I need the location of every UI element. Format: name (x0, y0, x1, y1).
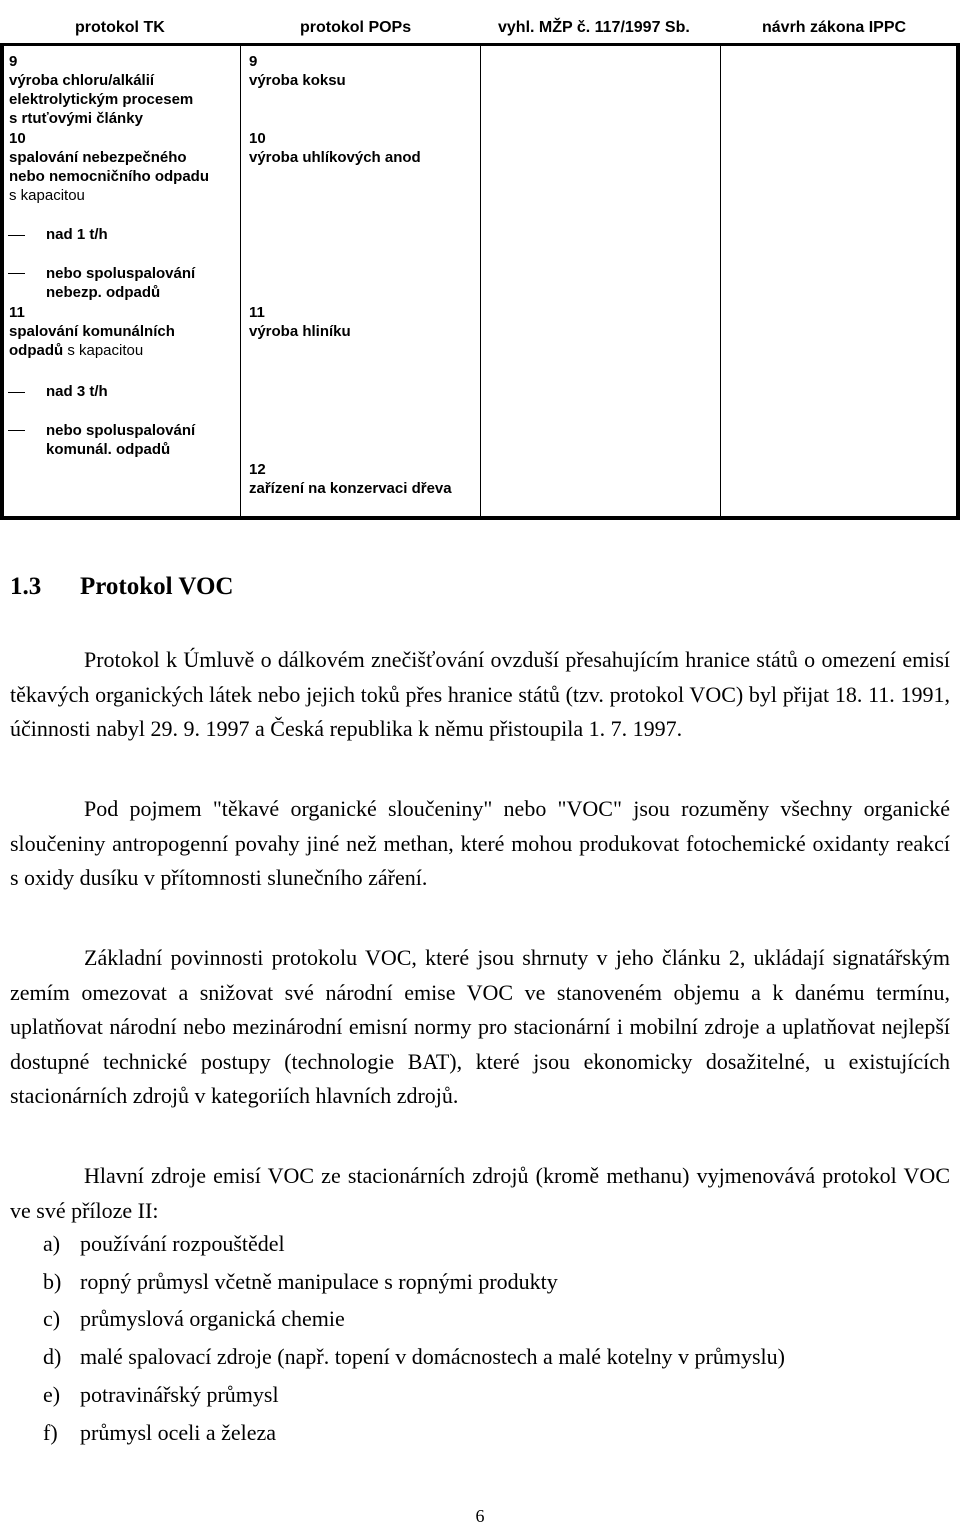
list-item (43, 1263, 785, 1301)
cell-number: 12 (249, 461, 266, 478)
cell-text: zařízení na konzervaci dřeva (249, 480, 452, 497)
table-header-protokol-tk: protokol TK (75, 19, 165, 36)
cell-text: s rtuťovými články (9, 110, 143, 127)
list-marker: f) (43, 1419, 58, 1445)
list-marker: c) (43, 1306, 61, 1332)
column-divider (240, 43, 241, 517)
list-marker: a) (43, 1231, 61, 1256)
cell-text: výroba hliníku (249, 323, 351, 340)
body-text (10, 643, 950, 747)
list-item (43, 1376, 785, 1414)
cell-text: nad 3 t/h (46, 383, 108, 400)
cell-text: spalování komunálních (9, 323, 175, 340)
cell-text: spalování nebezpečného (9, 149, 187, 166)
paragraph: Protokol k Úmluvě o dálkovém znečišťování ovzduší přesahujícím hranice států o omezení emisí těkavých organických látek nebo jejich toků přes hranice států (tzv. protokol VOC) byl přijat 18. 11. 1991, účinnosti nabyl 29. 9. 1997 a Česká republika k němu přistoupila 1. 7. 1997. (10, 647, 950, 741)
list-item-text: malé spalovací zdroje (např. topení v domácnostech a malé kotelny v průmyslu) (80, 1344, 785, 1370)
cell-text: výroba chloru/alkálií (9, 72, 155, 89)
cell-text-bold: odpadů (9, 342, 64, 359)
section-heading (10, 573, 233, 601)
cell-number: 10 (249, 130, 266, 147)
dash-bullet (8, 430, 25, 431)
cell-text: nebo nemocničního odpadu (9, 168, 209, 185)
source-list (43, 1225, 785, 1451)
cell-number: 9 (9, 53, 18, 70)
cell-text: s kapacitou (9, 187, 85, 204)
comparison-table (0, 0, 960, 520)
list-marker: d) (43, 1344, 62, 1370)
list-item-text: potravinářský průmysl (80, 1381, 279, 1407)
list-item (43, 1338, 785, 1376)
list-item-text: průmyslová organická chemie (80, 1306, 345, 1332)
section-number: 1.3 (10, 573, 42, 600)
page-number: 6 (475, 1506, 485, 1526)
cell-text: nebo spoluspalování (46, 265, 196, 282)
dash-bullet (8, 392, 25, 393)
list-marker: e) (43, 1381, 61, 1407)
list-item-text: ropný průmysl včetně manipulace s ropnými produkty (80, 1268, 558, 1294)
paragraph: Pod pojmem "těkavé organické sloučeniny" nebo "VOC" jsou rozuměny všechny organické sloučeniny antropogenní povahy jiné než methan, které mohou produkovat fotochemické oxidanty reakcí s oxidy dusíku v přítomnosti slunečního záření. (10, 796, 950, 890)
list-marker: b) (43, 1268, 62, 1294)
cell-number: 10 (9, 130, 26, 147)
column-divider (480, 43, 481, 517)
list-item-text: průmysl oceli a železa (80, 1419, 277, 1445)
table-header-navrh-ippc: návrh zákona IPPC (762, 19, 907, 36)
cell-text: komunál. odpadů (46, 441, 171, 458)
cell-text-regular: s kapacitou (63, 342, 144, 359)
dash-bullet (8, 273, 25, 274)
section-title: Protokol VOC (80, 573, 234, 600)
list-item (43, 1300, 785, 1338)
list-item (43, 1414, 785, 1452)
paragraph: Hlavní zdroje emisí VOC ze stacionárních zdrojů (kromě methanu) vyjmenovává protokol VOC ve své příloze II: (10, 1163, 950, 1223)
column-divider (720, 43, 721, 517)
cell-number: 11 (249, 304, 265, 321)
cell-text: nad 1 t/h (46, 226, 108, 243)
cell-text: elektrolytickým procesem (9, 91, 194, 108)
body-text (10, 792, 950, 896)
table-header-protokol-pops: protokol POPs (300, 19, 412, 36)
cell-text (9, 341, 143, 360)
cell-text: výroba uhlíkových anod (249, 149, 421, 166)
list-item (43, 1225, 785, 1263)
list-item-text: používání rozpouštědel (80, 1231, 285, 1256)
body-text (10, 1159, 950, 1228)
cell-text: nebezp. odpadů (46, 284, 161, 301)
cell-number: 11 (9, 304, 25, 321)
cell-text: výroba koksu (249, 72, 346, 89)
cell-number: 9 (249, 53, 258, 70)
cell-text: nebo spoluspalování (46, 422, 196, 439)
paragraph: Základní povinnosti protokolu VOC, které jsou shrnuty v jeho článku 2, ukládají signatářským zemím omezovat a snižovat své národní emise VOC ve stanoveném objemu a k danému termínu, uplatňovat národní nebo mezinárodní emisní normy pro stacionární i mobilní zdroje a uplatňovat nejlepší dostupné technické postupy (technologie BAT), které jsou ekonomicky dosažitelné, u existujících stacionárních zdrojů v kategoriích hlavních zdrojů. (10, 945, 950, 1108)
table-header-vyhlaska: vyhl. MŽP č. 117/1997 Sb. (498, 19, 690, 36)
dash-bullet (8, 235, 25, 236)
body-text (10, 941, 950, 1114)
